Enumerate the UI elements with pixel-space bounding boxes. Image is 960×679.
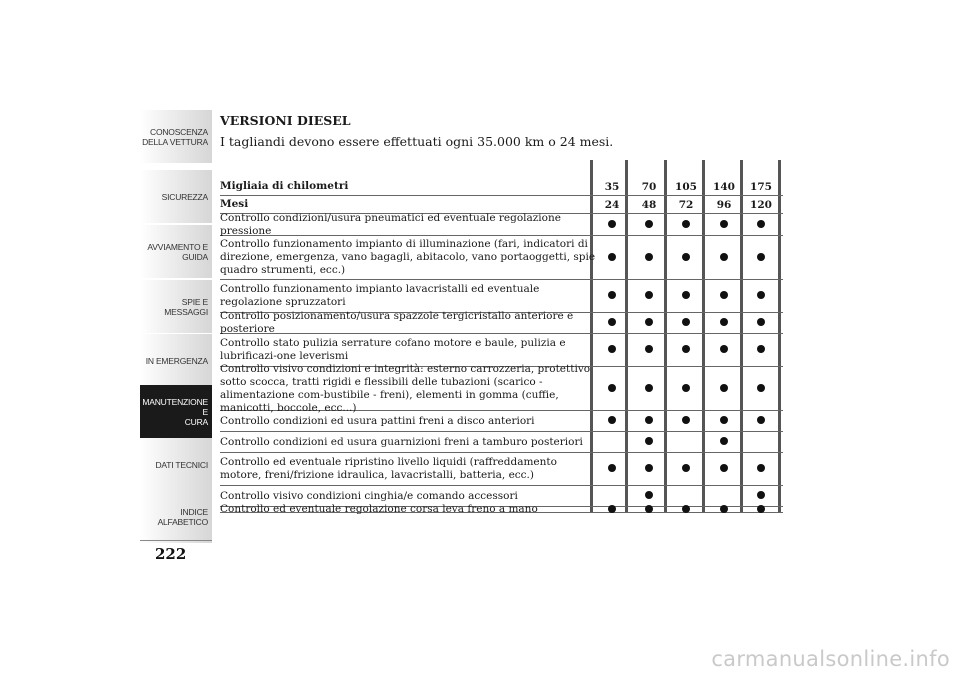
check-dot-icon <box>741 219 781 231</box>
interval-value: 175 <box>750 180 772 193</box>
check-dot-icon <box>592 219 632 231</box>
check-dot-icon <box>629 219 669 231</box>
check-dot-icon <box>608 318 616 326</box>
check-dot-icon <box>645 291 653 299</box>
row-label: Controllo condizioni ed usura guarnizioni freni a tamburo posteriori <box>220 435 583 448</box>
chapter-tab[interactable] <box>140 385 212 438</box>
check-dot-icon <box>682 291 690 299</box>
chapter-tab[interactable] <box>140 334 212 387</box>
chapter-tab-label: SICUREZZA <box>161 191 208 202</box>
check-dot-icon <box>757 345 765 353</box>
check-dot-icon <box>704 317 744 329</box>
check-dot-icon <box>682 384 690 392</box>
check-dot-icon <box>720 437 728 445</box>
check-dot-icon <box>592 290 632 302</box>
check-dot-icon <box>645 491 653 499</box>
check-dot-icon <box>757 505 765 513</box>
interval-value: 70 <box>641 180 657 193</box>
check-dot-icon <box>741 344 781 356</box>
chapter-tab[interactable] <box>140 225 212 278</box>
interval-value: 96 <box>716 198 732 211</box>
check-dot-icon <box>608 253 616 261</box>
check-dot-icon <box>757 291 765 299</box>
check-dot-icon <box>682 253 690 261</box>
check-dot-icon <box>704 383 744 395</box>
check-dot-icon <box>720 253 728 261</box>
row-label: Migliaia di chilometri <box>220 180 349 192</box>
check-dot-icon <box>666 252 706 264</box>
check-dot-icon <box>720 220 728 228</box>
table-row <box>220 503 783 515</box>
check-dot-icon <box>682 416 690 424</box>
check-dot-icon <box>757 491 765 499</box>
check-dot-icon <box>666 344 706 356</box>
check-dot-icon <box>645 505 653 513</box>
check-dot-icon <box>608 345 616 353</box>
check-dot-icon <box>757 464 765 472</box>
check-dot-icon <box>592 415 632 427</box>
check-dot-icon <box>682 345 690 353</box>
check-dot-icon <box>704 463 744 475</box>
watermark: carmanualsonline.info <box>711 647 950 671</box>
chapter-tab[interactable] <box>140 280 212 333</box>
check-dot-icon <box>741 383 781 395</box>
check-dot-icon <box>757 220 765 228</box>
table-row <box>220 211 783 237</box>
check-dot-icon <box>741 252 781 264</box>
check-dot-icon <box>704 344 744 356</box>
chapter-tab-label: SPIE E MESSAGGI <box>164 296 208 317</box>
check-dot-icon <box>757 384 765 392</box>
chapter-tab[interactable] <box>140 170 212 223</box>
check-dot-icon <box>741 463 781 475</box>
table-row <box>220 280 783 313</box>
check-dot-icon <box>666 219 706 231</box>
chapter-tab-label: INDICE ALFABETICO <box>157 506 208 527</box>
chapter-tab[interactable] <box>140 110 212 163</box>
check-dot-icon <box>704 290 744 302</box>
interval-value: 140 <box>713 180 735 193</box>
check-dot-icon <box>720 345 728 353</box>
chapter-tab-label: DATI TECNICI <box>155 459 208 470</box>
row-label: Controllo condizioni ed usura pattini freni a disco anteriori <box>220 414 535 427</box>
table-row <box>220 236 783 280</box>
check-dot-icon <box>682 220 690 228</box>
check-dot-icon <box>645 437 653 445</box>
check-dot-icon <box>608 416 616 424</box>
check-dot-icon <box>757 318 765 326</box>
chapter-tab-label: CONOSCENZA DELLA VETTURA <box>142 126 208 147</box>
check-dot-icon <box>666 317 706 329</box>
check-dot-icon <box>608 220 616 228</box>
page-number-rule <box>140 540 212 541</box>
check-dot-icon <box>645 384 653 392</box>
interval-value: 24 <box>604 198 620 211</box>
check-dot-icon <box>666 504 706 516</box>
check-dot-icon <box>645 220 653 228</box>
header-row-km <box>220 178 783 196</box>
chapter-tab[interactable] <box>140 438 212 491</box>
check-dot-icon <box>704 219 744 231</box>
interval-value: 120 <box>750 198 772 211</box>
check-dot-icon <box>720 464 728 472</box>
chapter-tab-label: AVVIAMENTO E GUIDA <box>147 241 208 262</box>
check-dot-icon <box>704 436 744 448</box>
check-dot-icon <box>629 436 669 448</box>
check-dot-icon <box>757 253 765 261</box>
table-row <box>220 432 783 453</box>
interval-value: 105 <box>675 180 697 193</box>
chapter-tab[interactable] <box>140 490 212 543</box>
table-row <box>220 411 783 432</box>
interval-value: 35 <box>604 180 620 193</box>
check-dot-icon <box>645 345 653 353</box>
row-label: Controllo ed eventuale regolazione corsa leva freno a mano <box>220 503 538 515</box>
check-dot-icon <box>666 383 706 395</box>
check-dot-icon <box>608 464 616 472</box>
row-label: Controllo stato pulizia serrature cofano motore e baule, pulizia e lubrificazi-one leverismi <box>220 337 566 362</box>
interval-value: 72 <box>678 198 694 211</box>
check-dot-icon <box>741 490 781 502</box>
table-row <box>220 310 783 335</box>
check-dot-icon <box>720 318 728 326</box>
row-label: Controllo visivo condizioni e integrità: esterno carrozzeria, protettivo sotto scocca, tratti rigidi e flessibili delle tubazioni (scarico - alimentazione com-bustibile - freni), elementi in gomma (cuffie, manicotti, boccole, ecc...) <box>220 362 591 414</box>
check-dot-icon <box>682 505 690 513</box>
interval-value: 48 <box>641 198 657 211</box>
check-dot-icon <box>629 463 669 475</box>
check-dot-icon <box>629 252 669 264</box>
chapter-tab-label: IN EMERGENZA <box>145 355 208 366</box>
check-dot-icon <box>629 290 669 302</box>
page-number: 222 <box>155 545 187 563</box>
check-dot-icon <box>592 463 632 475</box>
row-label: Controllo funzionamento impianto lavacristalli ed eventuale regolazione spruzzatori <box>220 283 540 308</box>
check-dot-icon <box>608 505 616 513</box>
section-title: VERSIONI DIESEL <box>220 113 351 128</box>
check-dot-icon <box>645 464 653 472</box>
check-dot-icon <box>741 317 781 329</box>
check-dot-icon <box>629 383 669 395</box>
chapter-tab-label: MANUTENZIONE E CURA <box>142 396 208 427</box>
check-dot-icon <box>629 490 669 502</box>
check-dot-icon <box>666 463 706 475</box>
check-dot-icon <box>682 318 690 326</box>
row-label: Controllo condizioni/usura pneumatici ed eventuale regolazione pressione <box>220 211 561 237</box>
check-dot-icon <box>704 504 744 516</box>
check-dot-icon <box>629 415 669 427</box>
check-dot-icon <box>629 317 669 329</box>
check-dot-icon <box>720 291 728 299</box>
check-dot-icon <box>704 252 744 264</box>
check-dot-icon <box>645 253 653 261</box>
check-dot-icon <box>704 415 744 427</box>
check-dot-icon <box>666 415 706 427</box>
check-dot-icon <box>682 464 690 472</box>
check-dot-icon <box>608 291 616 299</box>
check-dot-icon <box>592 504 632 516</box>
check-dot-icon <box>666 290 706 302</box>
row-label: Mesi <box>220 198 249 210</box>
check-dot-icon <box>592 383 632 395</box>
check-dot-icon <box>645 416 653 424</box>
check-dot-icon <box>592 317 632 329</box>
check-dot-icon <box>592 344 632 356</box>
check-dot-icon <box>741 504 781 516</box>
check-dot-icon <box>629 504 669 516</box>
check-dot-icon <box>741 415 781 427</box>
row-label: Controllo visivo condizioni cinghia/e comando accessori <box>220 489 518 502</box>
row-label: Controllo funzionamento impianto di illuminazione (fari, indicatori di direzione, emergenza, vano bagagli, abitacolo, vano portaoggetti, spie quadro strumenti, ecc.) <box>220 238 596 276</box>
check-dot-icon <box>720 416 728 424</box>
table-row <box>220 453 783 486</box>
row-label: Controllo ed eventuale ripristino livello liquidi (raffreddamento motore, freni/frizione idraulica, lavacristalli, batteria, ecc.) <box>220 456 557 481</box>
row-label: Controllo posizionamento/usura spazzole tergicristallo anteriore e posteriore <box>220 310 574 335</box>
check-dot-icon <box>720 505 728 513</box>
check-dot-icon <box>741 290 781 302</box>
check-dot-icon <box>608 384 616 392</box>
table-row <box>220 362 783 414</box>
check-dot-icon <box>757 416 765 424</box>
section-intro: I tagliandi devono essere effettuati ogni 35.000 km o 24 mesi. <box>220 134 614 149</box>
check-dot-icon <box>629 344 669 356</box>
check-dot-icon <box>720 384 728 392</box>
check-dot-icon <box>645 318 653 326</box>
check-dot-icon <box>592 252 632 264</box>
